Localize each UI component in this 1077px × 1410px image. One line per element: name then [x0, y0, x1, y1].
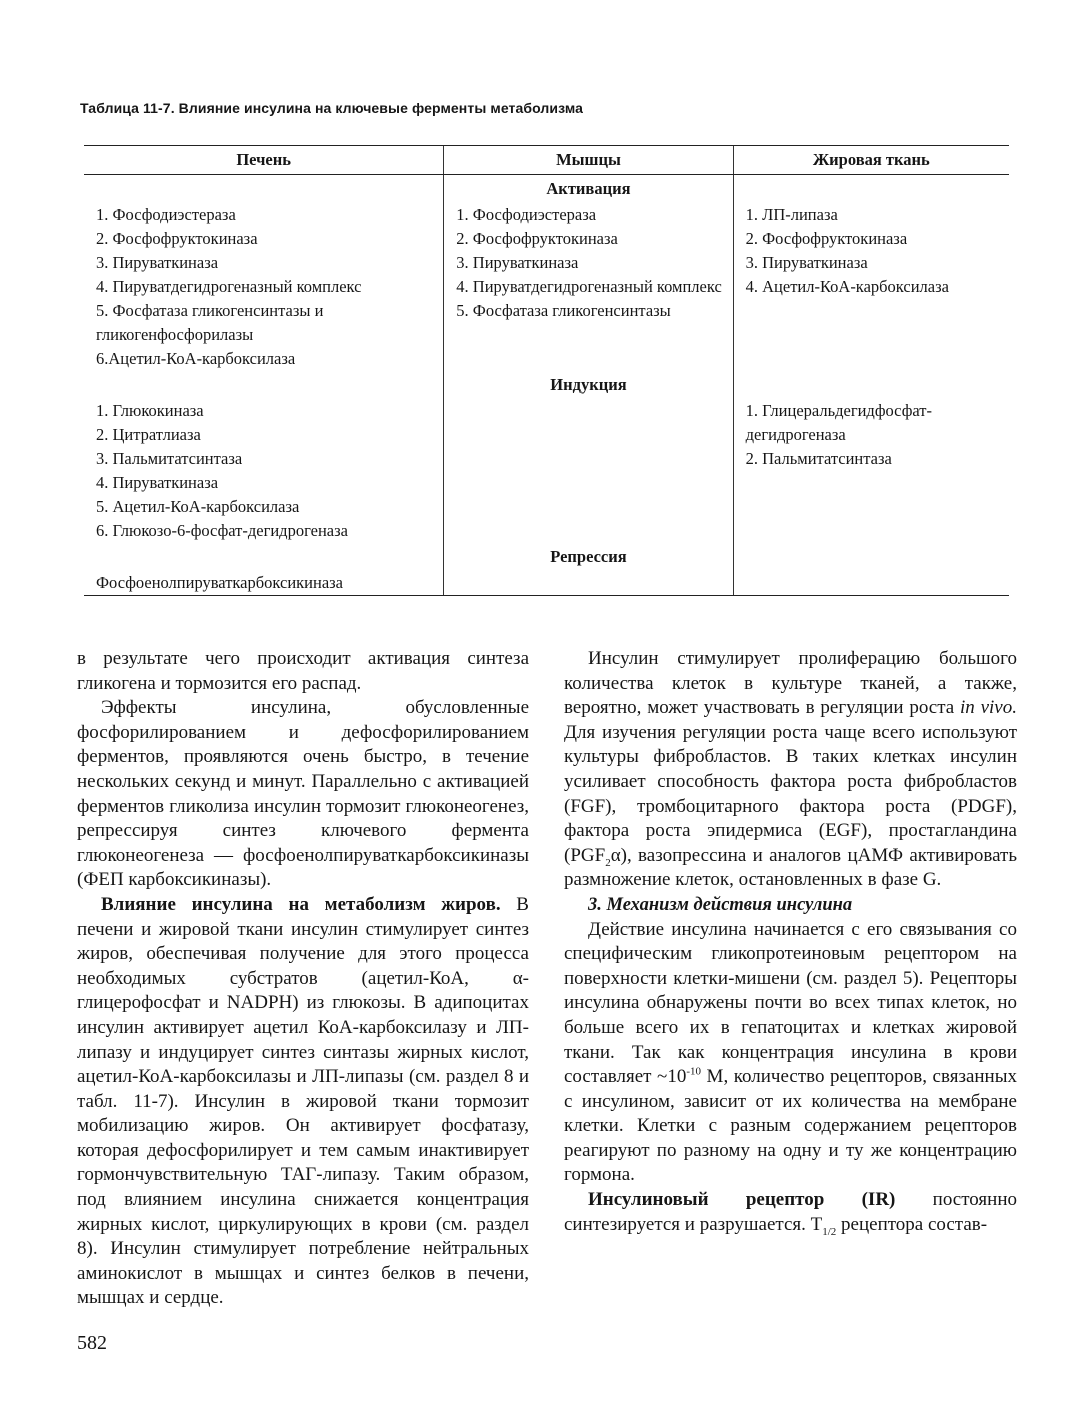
table-cell-adipose — [733, 203, 1009, 371]
enzyme-item: 3. Пируваткиназа — [456, 253, 579, 272]
section-cell-liver — [84, 175, 444, 204]
enzyme-item: 5. Фосфатаза гликогенсинтазы — [456, 301, 671, 320]
right-p1-text-a: Инсулин стимулирует пролиферацию большого количества клеток в культуре тканей, а также, вероятно, может участвовать в регуляции роста — [564, 648, 1017, 719]
enzyme-item: 1. Глицеральдегидфосфат-дегидрогеназа — [745, 401, 932, 444]
section-label: Активация — [444, 175, 733, 204]
right-p3-text-a: постоянно синтезируется и разрушается. Т — [564, 1189, 1017, 1235]
table-cell-muscle — [444, 399, 733, 543]
section-label: Репрессия — [444, 543, 733, 571]
enzyme-item: 3. Пируваткиназа — [745, 253, 868, 272]
left-paragraph-3 — [77, 893, 529, 1311]
enzyme-table — [84, 145, 1009, 596]
section-label: Индукция — [444, 371, 733, 399]
header-adipose: Жировая ткань — [733, 146, 1009, 175]
enzyme-item: 1. Фосфодиэстераза — [96, 205, 236, 224]
left-paragraph-3-body: В печени и жировой ткани инсулин стимулирует синтез жиров, обеспечивая получение для этого процесса необходимых субстратов (ацетил-КоА, α-глицерофосфат и NADPH) из глюкозы. В адипоцитах инсулин активирует ацетил КоА-карбоксилазу и ЛП-липазу и индуцирует синтез синтазы жирных кислот, ацетил-КоА-карбоксилазы и ЛП-липазы (см. раздел 8 и табл. 11-7). Инсулин в жировой ткани тормозит мобилизацию жиров. Он активирует фосфатазу, которая дефосфорилирует и тем самым инактивирует гормончувствительную ТАГ-липазу. Таким образом, под влиянием инсулина снижается концентрация жирных кислот, циркулирующих в крови (см. раздел 8). Инсулин стимулирует потребление нейтральных аминокислот в мышцах и синтез белков в печени, мышцах и сердце. — [77, 893, 529, 1309]
enzyme-item: 2. Цитратлиаза — [96, 425, 201, 444]
table-cell-liver — [84, 399, 444, 543]
right-paragraph-3 — [564, 1188, 1017, 1237]
section-cell-liver — [84, 543, 444, 571]
left-paragraph-1: в результате чего происходит активация синтеза гликогена и тормозится его распад. — [77, 648, 529, 694]
page-number: 582 — [77, 1332, 107, 1354]
table-body — [84, 175, 1009, 596]
left-paragraph-3-lead: Влияние инсулина на метаболизм жиров. — [101, 893, 501, 915]
right-p1-italic: in vivo. — [960, 697, 1017, 719]
table-cell-adipose — [733, 399, 1009, 543]
table-header-row — [84, 146, 1009, 175]
right-p3-subscript: 1/2 — [822, 1225, 837, 1238]
right-p2-text-a: Действие инсулина начинается с его связывания со специфическим гликопротеиновым рецептором на поверхности клетки-мишени (см. раздел 5). Рецепторы инсулина обнаружены почти во всех типах клеток, но больше всего их в гепатоцитах и клетках жировой ткани. Так как концентрация инсулина в крови составляет ~10 — [564, 918, 1017, 1088]
table-row — [84, 203, 1009, 371]
table-section-row — [84, 371, 1009, 399]
section-cell-adipose — [733, 371, 1009, 399]
right-text-column — [564, 647, 1017, 1237]
enzyme-item: 5. Фосфатаза гликогенсинтазы и гликогенфосфорилазы — [96, 301, 324, 344]
enzyme-item: 6. Глюкозо-6-фосфат-дегидрогеназа — [96, 521, 348, 540]
table-title: Таблица 11-7. Влияние инсулина на ключевые ферменты метаболизма — [80, 100, 583, 116]
right-paragraph-2 — [564, 918, 1017, 1189]
right-p2-superscript: -10 — [686, 1065, 701, 1078]
table-cell-liver — [84, 203, 444, 371]
enzyme-item: Фосфоенолпируваткарбоксикиназа — [96, 573, 343, 592]
header-muscle: Мышцы — [444, 146, 733, 175]
enzyme-item: 2. Фосфофруктокиназа — [456, 229, 618, 248]
enzyme-item: 1. Фосфодиэстераза — [456, 205, 597, 224]
table-cell-muscle — [444, 571, 733, 596]
right-p1-subscript: 2 — [605, 856, 611, 869]
enzyme-item: 3. Пальмитатсинтаза — [96, 449, 243, 468]
header-liver: Печень — [84, 146, 444, 175]
section-cell-liver — [84, 371, 444, 399]
enzyme-item: 4. Пируватдегидрогеназный комплекс — [456, 277, 722, 296]
table-section-row — [84, 543, 1009, 571]
enzyme-item: 2. Фосфофруктокиназа — [96, 229, 258, 248]
enzyme-item: 4. Пируватдегидрогеназный комплекс — [96, 277, 362, 296]
table-cell-liver — [84, 571, 444, 596]
enzyme-item: 1. ЛП-липаза — [745, 205, 838, 224]
enzyme-item: 4. Пируваткиназа — [96, 473, 219, 492]
section-cell-adipose — [733, 175, 1009, 204]
right-p3-lead: Инсулиновый рецептор (IR) — [588, 1189, 896, 1211]
right-paragraph-1 — [564, 647, 1017, 893]
section-heading: 3. Механизм действия инсулина — [588, 894, 853, 915]
right-p1-text-c: α), вазопрессина и аналогов цАМФ активировать размножение клеток, остановленных в фазе G. — [564, 844, 1017, 891]
enzyme-item: 4. Ацетил-КоА-карбоксилаза — [745, 277, 949, 296]
left-text-column — [77, 647, 529, 1311]
table-row — [84, 399, 1009, 543]
table-cell-muscle — [444, 203, 733, 371]
enzyme-item: 2. Фосфофруктокиназа — [745, 229, 908, 248]
right-p2-text-b: М, количество рецепторов, связанных с инсулином, зависит от их количества на мембране клетки. Клетки с разным содержанием рецепторов реагируют по разному на одну и ту же концентрацию гормона. — [564, 1066, 1017, 1186]
table-row — [84, 571, 1009, 596]
right-p3-text-b: рецептора состав- — [836, 1213, 988, 1235]
enzyme-item: 3. Пируваткиназа — [96, 253, 219, 272]
enzyme-item: 2. Пальмитатсинтаза — [745, 449, 892, 468]
enzyme-item: 6.Ацетил-КоА-карбоксилаза — [96, 349, 296, 368]
enzyme-item: 5. Ацетил-КоА-карбоксилаза — [96, 497, 300, 516]
table-cell-adipose — [733, 571, 1009, 596]
table-section-row — [84, 175, 1009, 204]
right-p1-text-b: Для изучения регуляции роста чаще всего используют культуры фибробластов. В таких клетках инсулин усиливает способность фактора роста фибробластов (FGF), тромбоцитарного фактора роста (PDGF), фактора роста эпидермиса (EGF), простагландина (PGF — [564, 721, 1017, 866]
section-cell-adipose — [733, 543, 1009, 571]
enzyme-item: 1. Глюкокиназа — [96, 401, 204, 420]
left-paragraph-2: Эффекты инсулина, обусловленные фосфорилированием и дефосфорилированием ферментов, проявляются очень быстро, в течение нескольких секунд и минут. Параллельно с активацией ферментов гликолиза инсулин тормозит глюконеогенез, репрессируя синтез ключевого фермента глюконеогенеза — фосфоенолпируваткарбоксикиназы (ФЕП карбоксикиназы). — [77, 697, 529, 891]
